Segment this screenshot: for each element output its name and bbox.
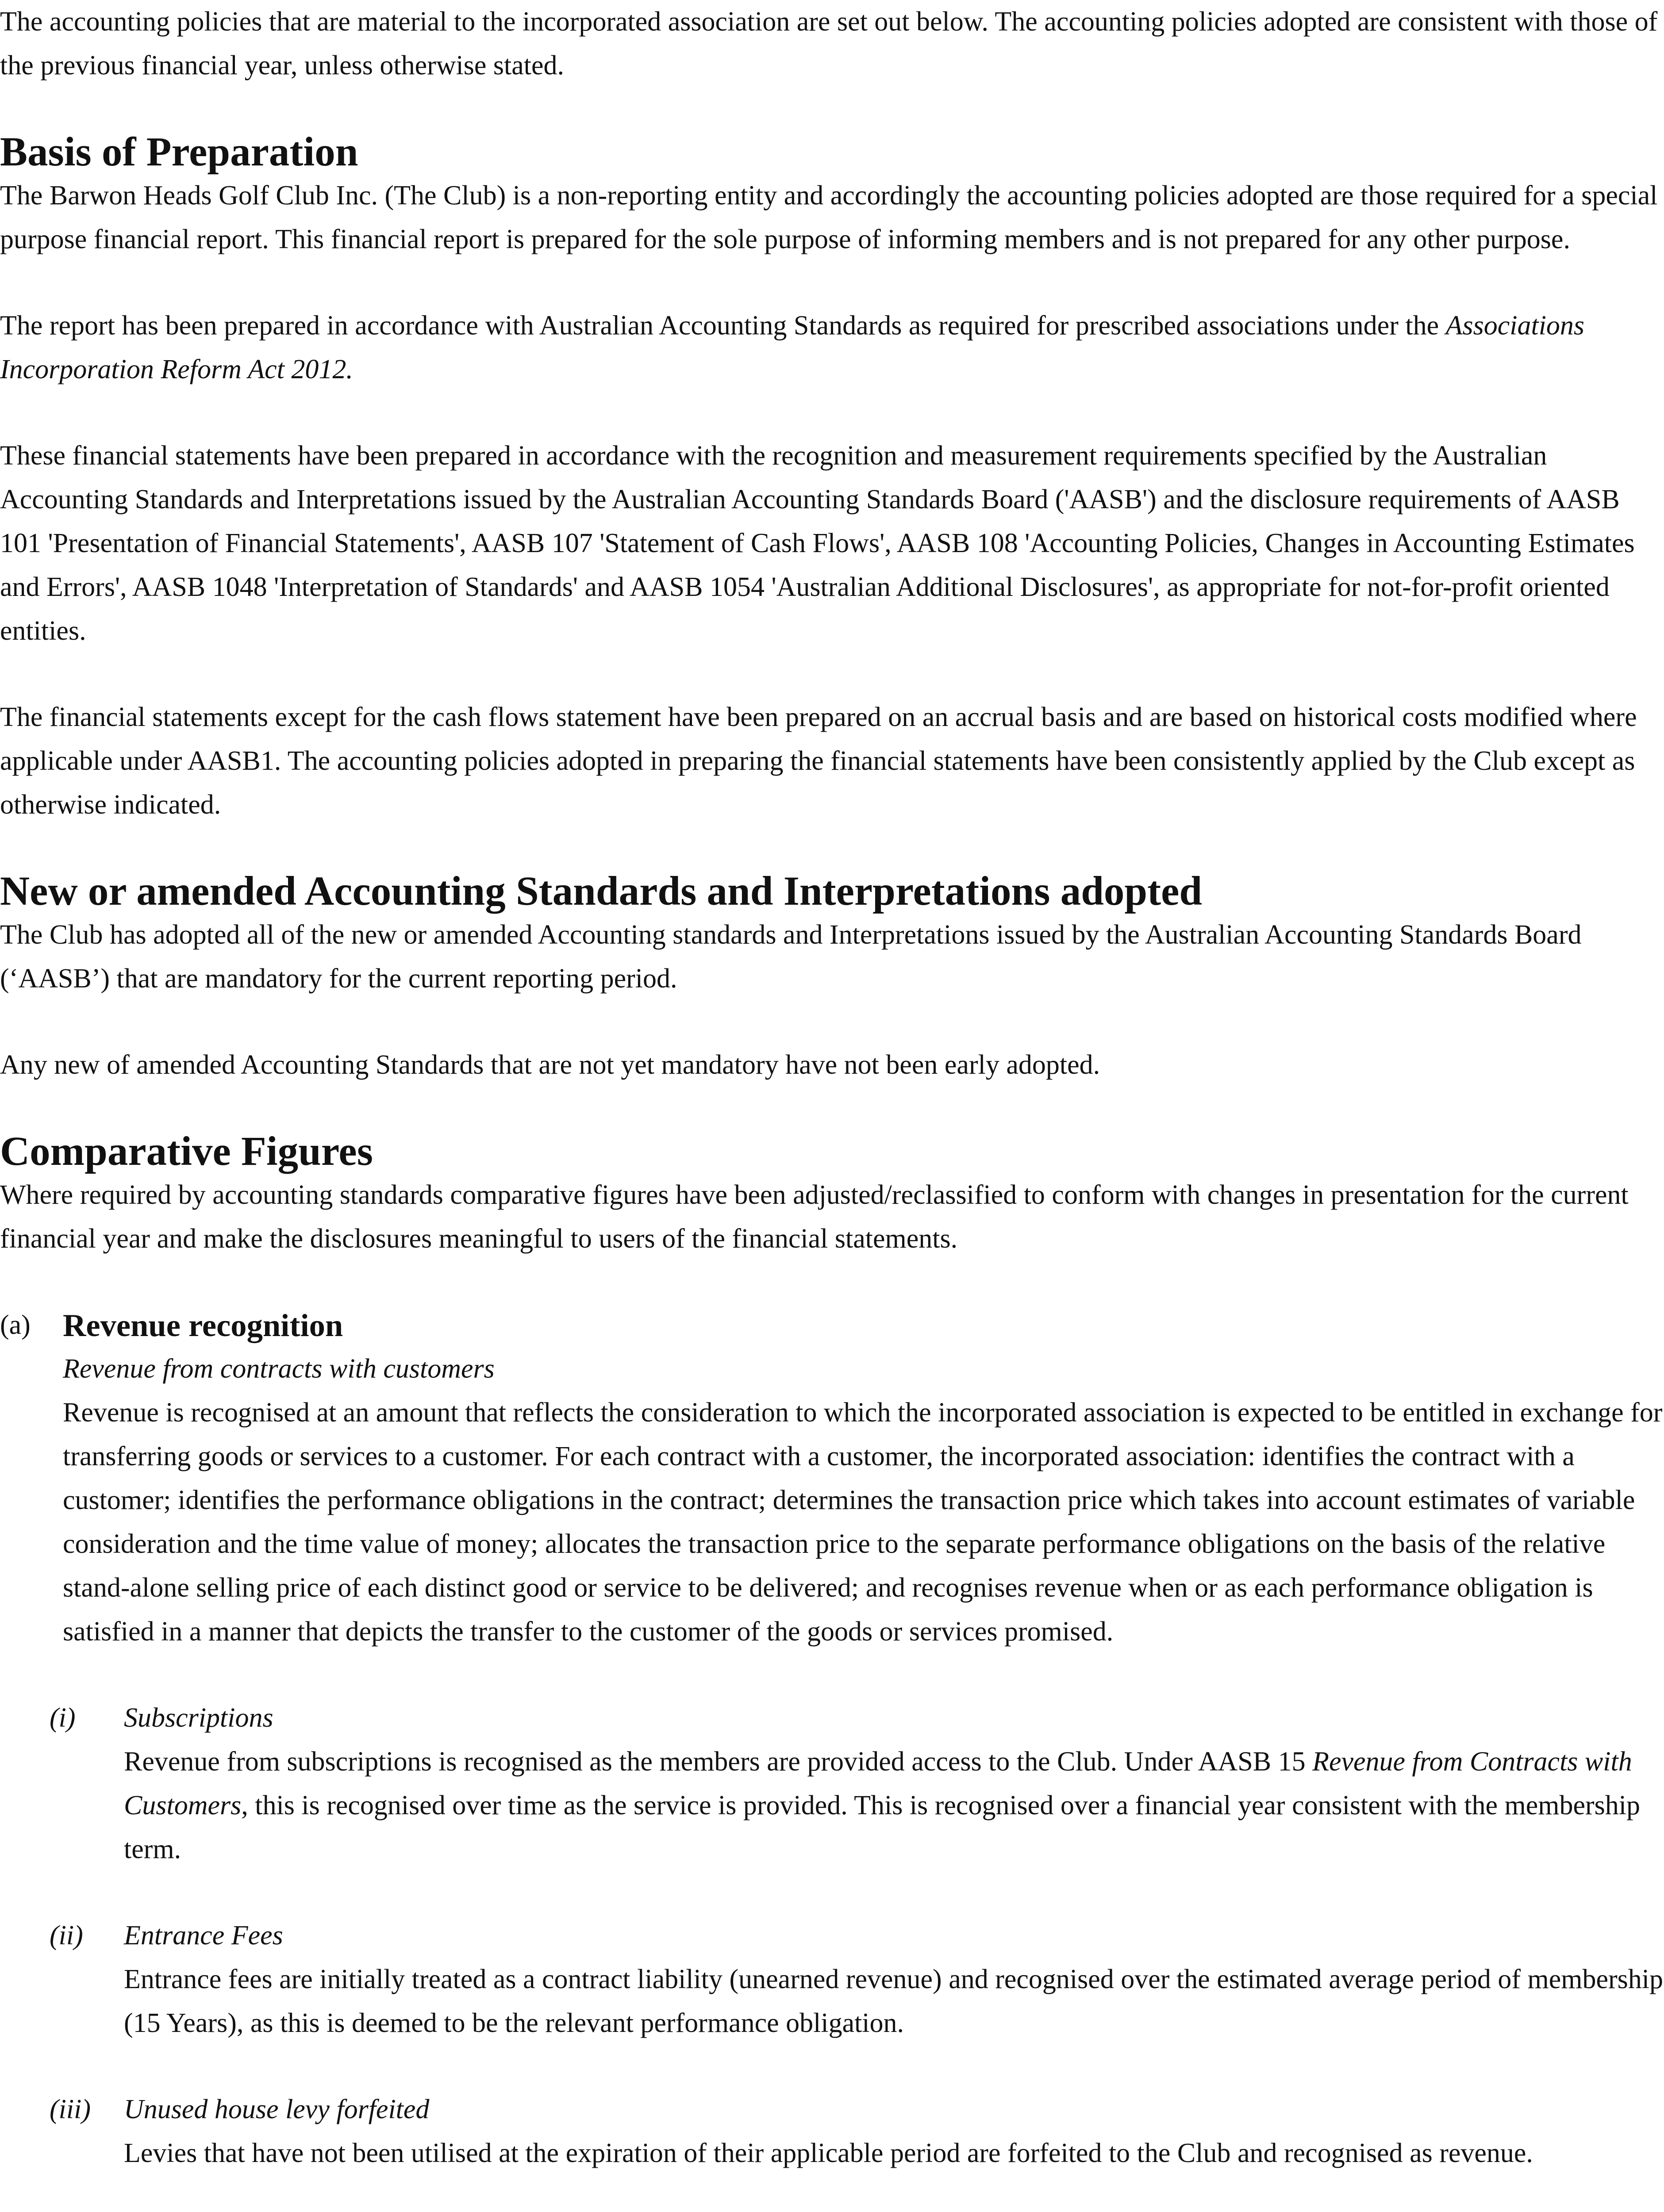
new-standards-paragraph-2: Any new of amended Accounting Standards that are not yet mandatory have not been early adopted. xyxy=(0,1050,1100,1080)
basis-paragraph-2-text: The report has been prepared in accordance with Australian Accounting Standards as required for prescribed associations under the xyxy=(0,311,1446,341)
comparative-paragraph: Where required by accounting standards comparative figures have been adjusted/reclassified to conform with changes in presentation for the current financial year and make the disclosures meaningful to users of the financial statements. xyxy=(0,1180,1629,1254)
subscriptions-item xyxy=(0,1696,1664,1871)
unused-levy-text: Levies that have not been utilised at the expiration of their applicable period are forfeited to the Club and recognised as revenue. xyxy=(124,2138,1533,2168)
act-name: Associations Incorporation Reform Act 2012. xyxy=(0,311,1585,384)
subscriptions-text-post: , this is recognised over time as the service is provided. This is recognised over a financial year consistent with the membership term. xyxy=(124,1790,1640,1864)
subscriptions-title: Subscriptions xyxy=(124,1703,273,1733)
revenue-subheading: Revenue from contracts with customers xyxy=(63,1354,495,1384)
item-label-iii: (iii) xyxy=(50,2094,91,2124)
revenue-heading: Revenue recognition xyxy=(63,1307,343,1343)
standard-name: Revenue from Contracts with Customers xyxy=(124,1747,1632,1820)
basis-paragraph-3: These financial statements have been prepared in accordance with the recognition and measurement requirements specified by the Australian Accounting Standards and Interpretations issued by the Australian Accounting Standards Board ('AASB') and the disclosure requirements of AASB 101 'Presentation of Financial Statements', AASB 107 'Statement of Cash Flows', AASB 108 'Accounting Policies, Changes in Accounting Estimates and Errors', AASB 1048 'Interpretation of Standards' and AASB 1054 'Australian Additional Disclosures', as appropriate for not-for-profit oriented entities. xyxy=(0,441,1635,646)
new-standards-section xyxy=(0,869,1664,1087)
subscriptions-text-pre: Revenue from subscriptions is recognised as the members are provided access to the Club. Under AASB 15 xyxy=(124,1747,1313,1777)
basis-of-preparation-section xyxy=(0,130,1664,827)
basis-paragraph-4: The financial statements except for the cash flows statement have been prepared on an accrual basis and are based on historical costs modified where applicable under AASB1. The accounting policies adopted in preparing the financial statements have been consistently applied by the Club except as otherwise indicated. xyxy=(0,702,1637,820)
item-label-i: (i) xyxy=(50,1703,76,1733)
new-standards-heading: New or amended Accounting Standards and Interpretations adopted xyxy=(0,868,1203,914)
revenue-recognition-section xyxy=(0,1303,1664,1654)
intro-paragraph: The accounting policies that are material to the incorporated association are set out below. The accounting policies adopted are consistent with those of the previous financial year, unless otherwise stated. xyxy=(0,7,1658,81)
revenue-paragraph: Revenue is recognised at an amount that reflects the consideration to which the incorporated association is expected to be entitled in exchange for transferring goods or services to a customer. For each contract with a customer, the incorporated association: identifies the contract with a customer; identifies the performance obligations in the contract; determines the transaction price which takes into account estimates of variable consideration and the time value of money; allocates the transaction price to the separate performance obligations on the basis of the relative stand-alone selling price of each distinct good or service to be delivered; and recognises revenue when or as each performance obligation is satisfied in a manner that depicts the transfer to the customer of the goods or services promised. xyxy=(63,1398,1663,1647)
basis-paragraph-1: The Barwon Heads Golf Club Inc. (The Club) is a non-reporting entity and accordingly the accounting policies adopted are those required for a special purpose financial report. This financial report is prepared for the sole purpose of informing members and is not prepared for any other purpose. xyxy=(0,180,1658,254)
entrance-fees-title: Entrance Fees xyxy=(124,1920,283,1951)
basis-paragraph-2 xyxy=(0,304,1664,392)
unused-levy-title: Unused house levy forfeited xyxy=(124,2094,430,2124)
basis-heading: Basis of Preparation xyxy=(0,129,358,175)
new-standards-paragraph-1: The Club has adopted all of the new or amended Accounting standards and Interpretations issued by the Australian Accounting Standards Board (‘AASB’) that are mandatory for the current reporting period. xyxy=(0,920,1582,994)
entrance-fees-text: Entrance fees are initially treated as a contract liability (unearned revenue) and recognised over the estimated average period of membership (15 Years), as this is deemed to be the relevant performance obligation. xyxy=(124,1964,1664,2038)
item-label-ii: (ii) xyxy=(50,1920,83,1951)
entrance-fees-item xyxy=(0,1914,1664,2045)
unused-levy-item xyxy=(0,2088,1664,2175)
comparative-figures-section xyxy=(0,1129,1664,1261)
section-label-a: (a) xyxy=(0,1310,31,1340)
subscriptions-text xyxy=(124,1740,1664,1871)
comparative-heading: Comparative Figures xyxy=(0,1129,373,1174)
